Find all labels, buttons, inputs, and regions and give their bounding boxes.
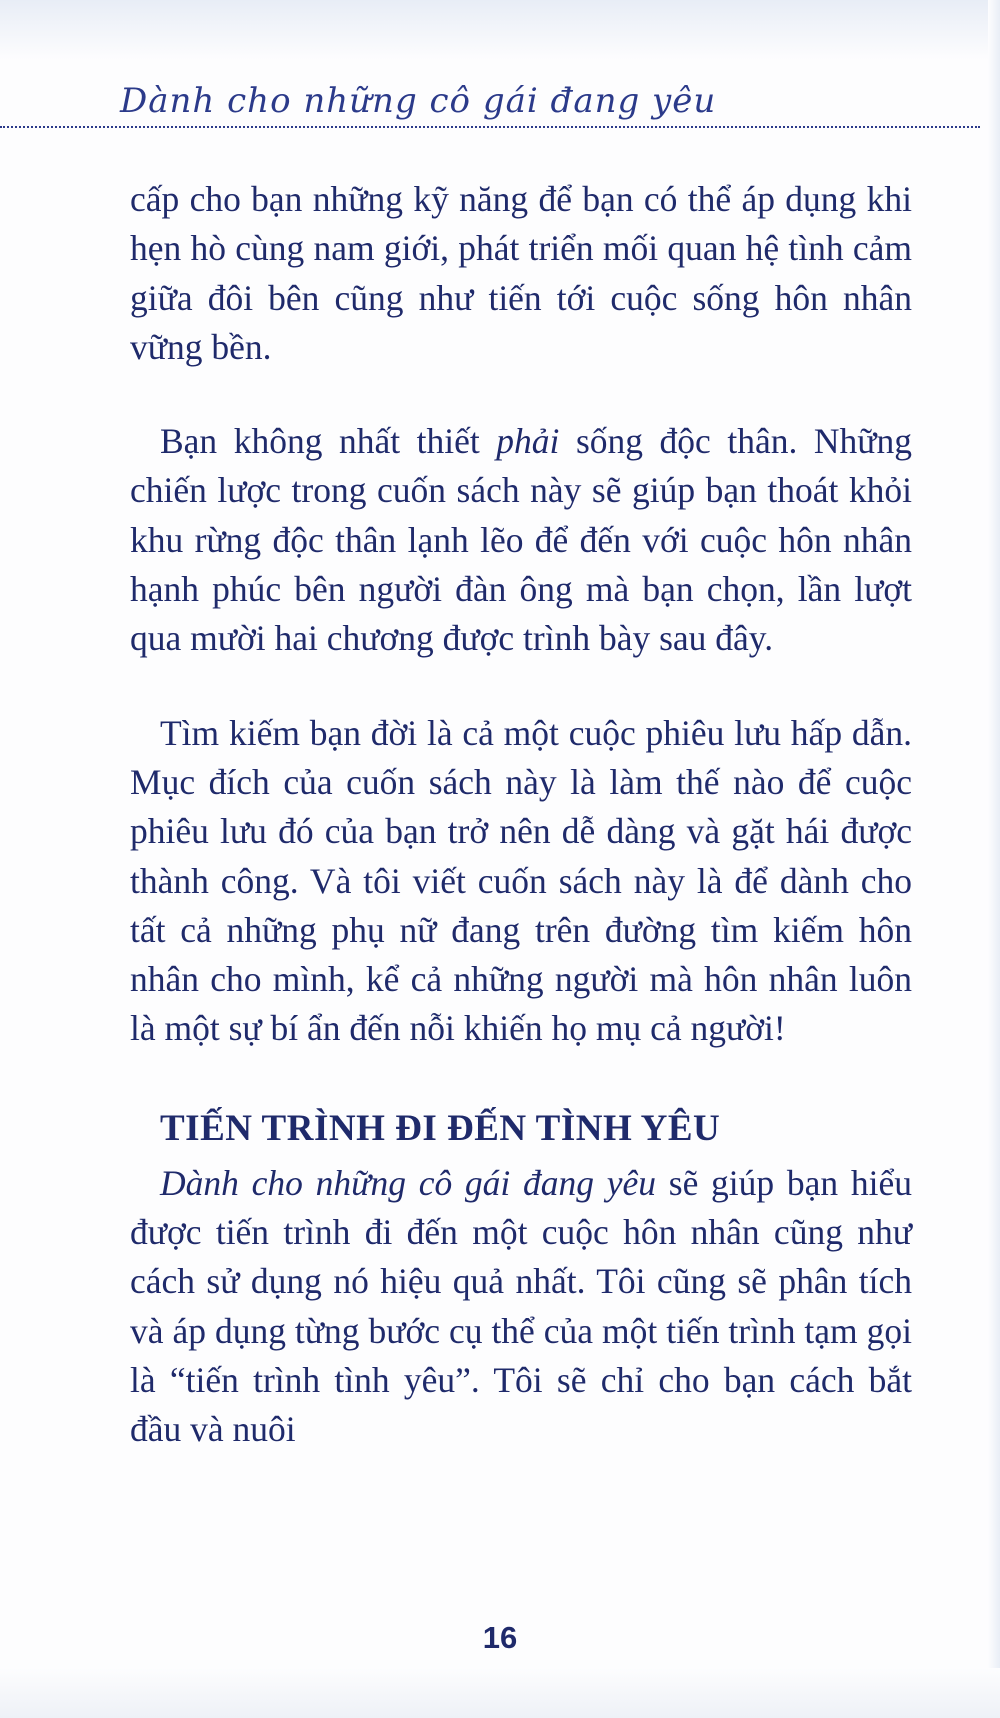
paragraph-2-start: Bạn không nhất thiết	[160, 421, 497, 462]
page-bottom-shadow	[0, 1668, 1000, 1718]
page-number: 16	[482, 1620, 518, 1655]
page-body	[130, 175, 912, 1455]
page-top-shadow	[0, 0, 1000, 60]
header-dotted-rule	[0, 126, 980, 128]
paragraph-2-rest: sống độc thân. Những chiến lược trong cuốn sách này sẽ giúp bạn thoát khỏi khu rừng độc thân lạnh lẽo để đến với cuộc hôn nhân hạnh phúc bên người đàn ông mà bạn chọn, lần lượt qua mười hai chương được trình bày sau đây.	[130, 421, 912, 659]
section-heading: TIẾN TRÌNH ĐI ĐẾN TÌNH YÊU	[160, 1107, 721, 1149]
paragraph-2	[130, 417, 912, 663]
running-title: Dành cho những cô gái đang yêu	[112, 78, 724, 124]
paragraph-gap	[130, 1054, 912, 1099]
paragraph-4	[130, 1159, 912, 1455]
paragraph-4-rest: sẽ giúp bạn hiểu được tiến trình đi đến một cuộc hôn nhân cũng như cách sử dụng nó hiệu quả nhất. Tôi cũng sẽ phân tích và áp dụng từng bước cụ thể của một tiến trình tạm gọi là “tiến trình tình yêu”. Tôi sẽ chỉ cho bạn cách bắt đầu và nuôi	[130, 1162, 913, 1450]
paragraph-3: Tìm kiếm bạn đời là cả một cuộc phiêu lưu hấp dẫn. Mục đích của cuốn sách này là làm thế nào để cuộc phiêu lưu đó của bạn trở nên dễ dàng và gặt hái được thành công. Và tôi viết cuốn sách này là để dành cho tất cả những phụ nữ đang trên đường tìm kiếm hôn nhân cho mình, kể cả những người mà hôn nhân luôn là một sự bí ẩn đến nỗi khiến họ mụ cả người!	[130, 712, 912, 1049]
paragraph-4-book-title: Dành cho những cô gái đang yêu	[160, 1162, 657, 1203]
paragraph-gap	[130, 372, 912, 417]
paragraph-1: cấp cho bạn những kỹ năng để bạn có thể áp dụng khi hẹn hò cùng nam giới, phát triển mối quan hệ tình cảm giữa đôi bên cũng như tiến tới cuộc sống hôn nhân vững bền.	[130, 179, 912, 367]
paragraph-gap	[130, 664, 912, 709]
paragraph-2-emphasis: phải	[496, 421, 560, 462]
running-header	[0, 78, 980, 128]
page-edge-shadow	[988, 0, 1000, 1718]
